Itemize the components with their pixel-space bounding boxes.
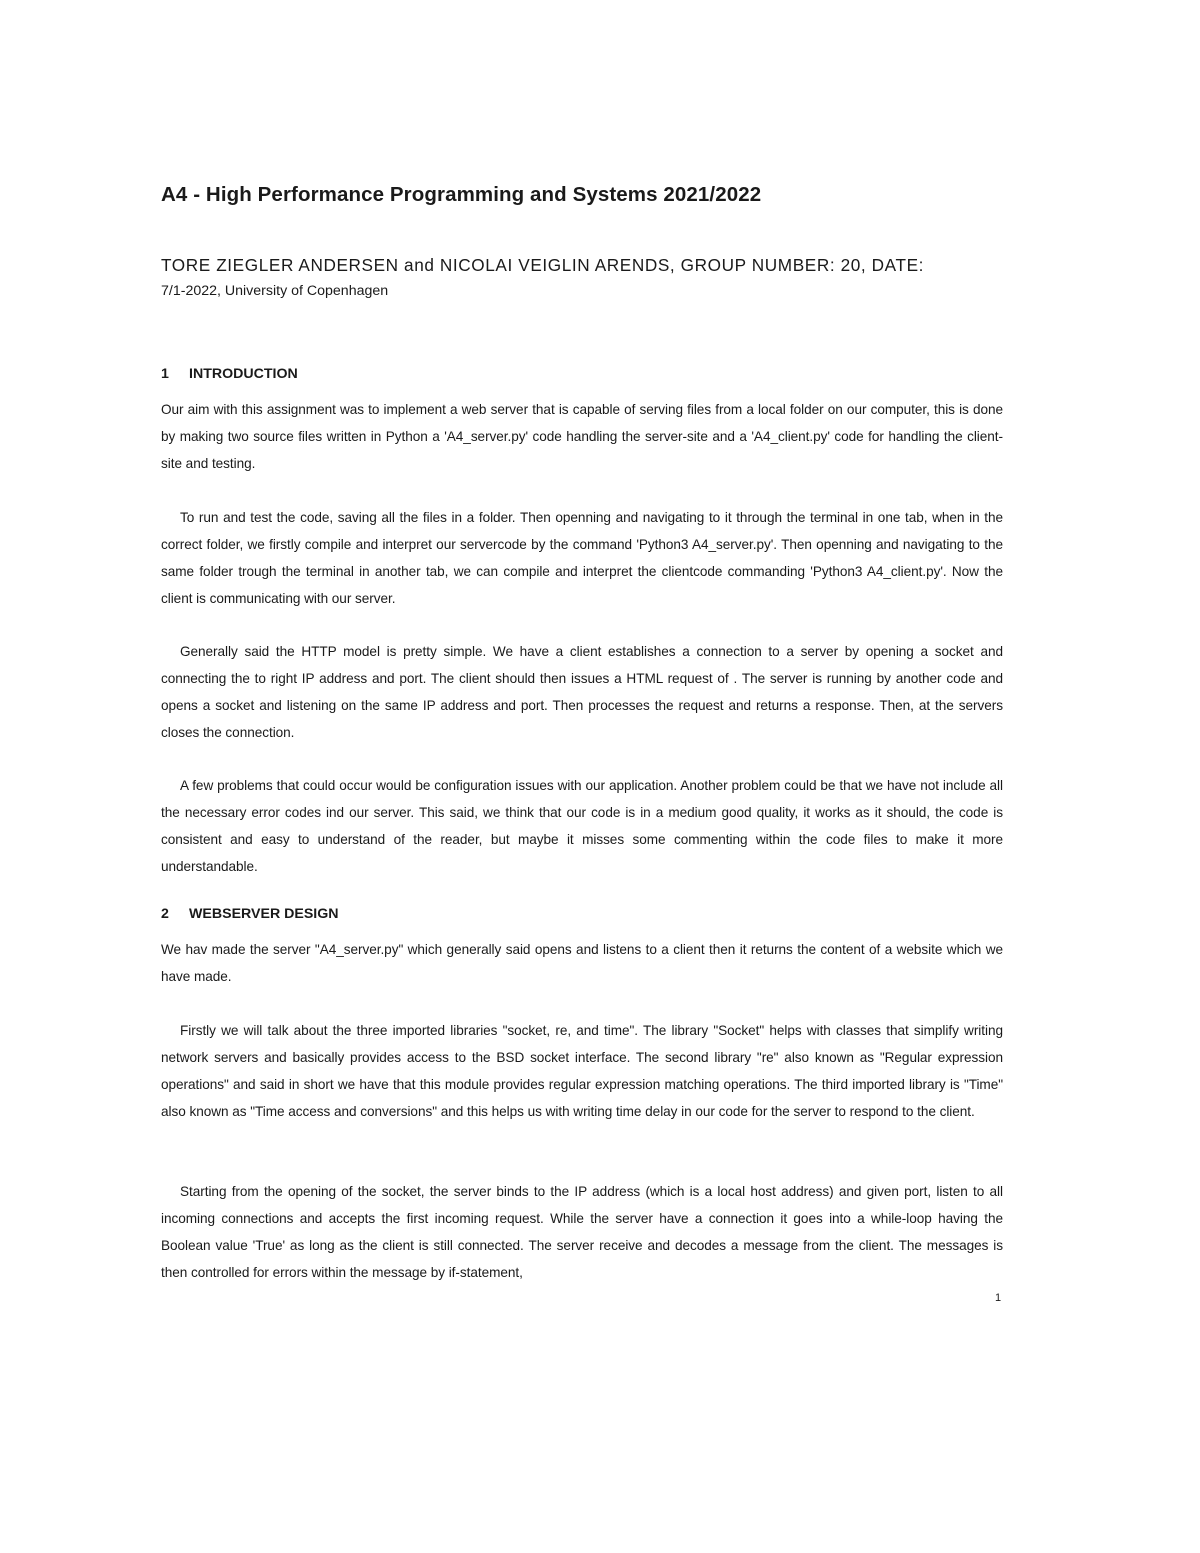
section-number: 2 xyxy=(161,906,169,922)
intro-paragraph-3: Generally said the HTTP model is pretty simple. We have a client establishes a connection to a server by opening a socket and connecting the to right IP address and port. The client should then issues a HTML request of . The server is running by another code and opens a socket and listening on the same IP address and port. Then processes the request and returns a response. Then, at the servers closes the connection. xyxy=(161,644,1003,740)
design-paragraph-2: Firstly we will talk about the three imported libraries "socket, re, and time". The library "Socket" helps with classes that simplify writing network servers and basically provides access to the BSD socket interface. The second library "re" also known as "Regular expression operations" and said in short we have that this module provides regular expression matching operations. The third imported library is "Time" also known as "Time access and conversions" and this helps us with writing time delay in our code for the server to respond to the client. xyxy=(161,1023,1003,1119)
intro-paragraph-1: Our aim with this assignment was to implement a web server that is capable of serving files from a local folder on our computer, this is done by making two source files written in Python a 'A4_server.py' code handling the server-site and a 'A4_client.py' code for handling the client-site and testing. xyxy=(161,402,1003,471)
author-line: TORE ZIEGLER ANDERSEN and NICOLAI VEIGLIN ARENDS, GROUP NUMBER: 20, DATE: xyxy=(161,255,925,275)
section-heading-webserver-design xyxy=(161,906,339,922)
section-title: WEBSERVER DESIGN xyxy=(189,906,339,922)
section-heading-introduction xyxy=(161,366,298,382)
section-title: INTRODUCTION xyxy=(189,366,298,382)
intro-paragraph-4: A few problems that could occur would be configuration issues with our application. Another problem could be that we have not include all the necessary error codes ind our server. This said, we think that our code is in a medium good quality, it works as it should, the code is consistent and easy to understand of the reader, but maybe it misses some commenting within the code files to make it more understandable. xyxy=(161,778,1003,874)
design-paragraph-1: We hav made the server "A4_server.py" which generally said opens and listens to a client then it returns the content of a website which we have made. xyxy=(161,942,1003,984)
affiliation-line: 7/1-2022, University of Copenhagen xyxy=(161,283,389,299)
design-paragraph-3: Starting from the opening of the socket, the server binds to the IP address (which is a local host address) and given port, listen to all incoming connections and accepts the first incoming request. While the server have a connection it goes into a while-loop having the Boolean value 'True' as long as the client is still connected. The server receive and decodes a message from the client. The messages is then controlled for errors within the message by if-statement, xyxy=(161,1184,1003,1280)
paper-page xyxy=(161,0,1003,1553)
intro-paragraph-2: To run and test the code, saving all the files in a folder. Then openning and navigating to it through the terminal in one tab, when in the correct folder, we firstly compile and interpret our servercode by the command 'Python3 A4_server.py'. Then openning and navigating to the same folder trough the terminal in another tab, we can compile and interpret the clientcode commanding 'Python3 A4_client.py'. Now the client is communicating with our server. xyxy=(161,510,1003,606)
section-number: 1 xyxy=(161,366,169,382)
paper-title: A4 - High Performance Programming and Systems 2021/2022 xyxy=(161,183,762,206)
page-number: 1 xyxy=(995,1292,1002,1304)
